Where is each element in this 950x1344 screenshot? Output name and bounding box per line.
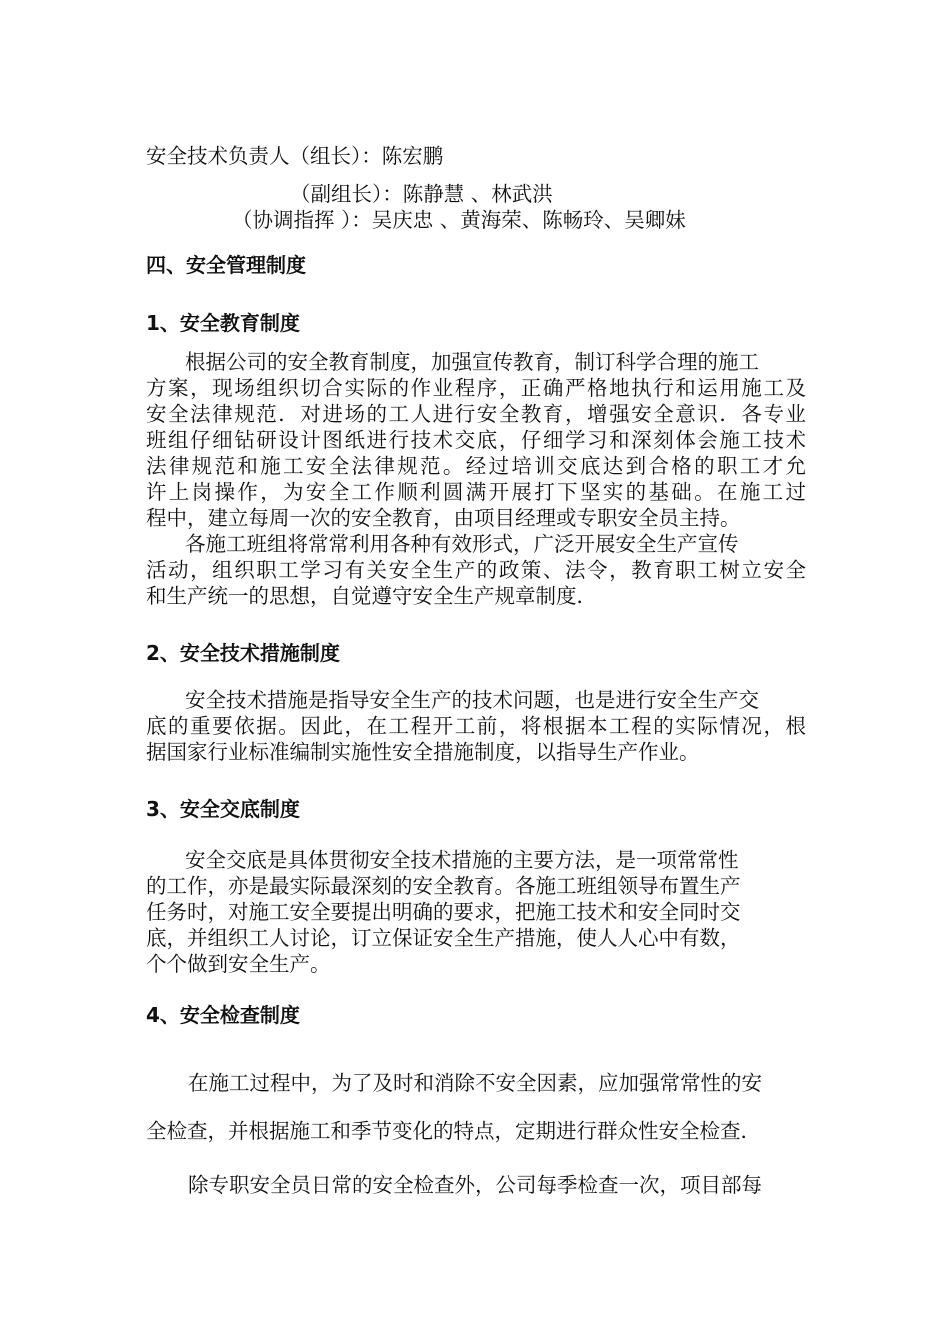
s1-line: 活动，组织职工学习有关安全生产的政策、法令，教育职工树立安全 [146,558,806,582]
s4-line: 除专职安全员日常的安全检查外，公司每季检查一次，项目部每 [188,1173,762,1197]
s3-line: 任务时，对施工安全要提出明确的要求，把施工技术和安全同时交 [146,900,741,924]
s1-line: 各施工班组将常常利用各种有效形式，广泛开展安全生产宣传 [185,532,739,556]
deputy-line: （副组长）：陈静慧 、林武洪 [290,182,553,206]
s1-line: 根据公司的安全教育制度，加强宣传教育，制订科学合理的施工 [185,350,759,374]
s4-line: 全检查，并根据施工和季节变化的特点，定期进行群众性安全检查． [146,1119,761,1143]
s1-line: 班组仔细钻研设计图纸进行技术交底，仔细学习和深刻体会施工技术 [146,428,806,452]
s1-line: 安全法律规范．对进场的工人进行安全教育，增强安全意识．各专业 [146,402,806,426]
subsection-1-title: 1、安全教育制度 [146,311,300,335]
s1-line: 法律规范和施工安全法律规范。经过培训交底达到合格的职工才允 [146,454,806,478]
s1-line: 程中，建立每周一次的安全教育，由项目经理或专职安全员主持。 [146,506,741,530]
s2-line: 安全技术措施是指导安全生产的技术问题，也是进行安全生产交 [185,688,759,712]
s3-line: 个个做到安全生产。 [146,952,331,976]
leader-line: 安全技术负责人（组长）：陈宏鹏 [146,144,444,168]
subsection-2-title: 2、安全技术措施制度 [146,641,340,665]
section-heading: 四、安全管理制度 [146,253,306,277]
s1-line: 和生产统一的思想，自觉遵守安全生产规章制度． [146,584,597,608]
subsection-4-title: 4、安全检查制度 [146,1003,300,1027]
s3-line: 的工作，亦是最实际最深刻的安全教育。各施工班组领导布置生产 [146,874,741,898]
s1-line: 许上岗操作，为安全工作顺利圆满开展打下坚实的基础。在施工过 [146,480,806,504]
s2-line: 底的重要依据。因此，在工程开工前，将根据本工程的实际情况，根 [146,714,806,738]
s4-line: 在施工过程中，为了及时和消除不安全因素，应加强常常性的安 [188,1071,762,1095]
s2-line: 据国家行业标准编制实施性安全措施制度，以指导生产作业。 [146,740,700,764]
s1-line: 方案，现场组织切合实际的作业程序，正确严格地执行和运用施工及 [146,376,806,400]
subsection-3-title: 3、安全交底制度 [146,797,300,821]
coordinator-line: （协调指挥 ）：吴庆忠 、黄海荣、陈畅玲、吴卿妹 [232,208,686,232]
s3-line: 底，并组织工人讨论，订立保证安全生产措施，使人人心中有数， [146,926,741,950]
s3-line: 安全交底是具体贯彻安全技术措施的主要方法，是一项常常性 [185,848,739,872]
